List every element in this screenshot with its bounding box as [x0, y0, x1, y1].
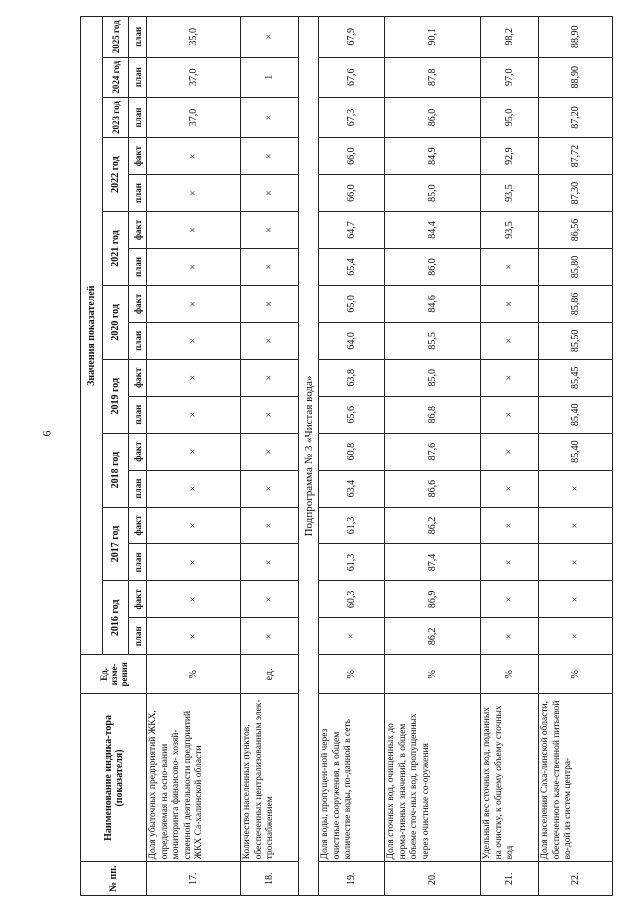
indicator-name: Доля населения Саха-линской области, обеспеченного каче-ственной питьевой во-дой из систем центра- — [539, 694, 613, 862]
value-cell: × — [481, 322, 539, 359]
table-row — [385, 17, 481, 896]
value-cell: 64,0 — [319, 322, 385, 359]
value-cell: 61,3 — [319, 544, 385, 581]
value-cell: 87,4 — [385, 544, 481, 581]
header-future-year-0: 2023 год — [103, 97, 129, 137]
table-row — [147, 17, 241, 896]
unit: % — [539, 655, 613, 694]
value-cell: × — [241, 17, 299, 58]
value-cell: 85,40 — [539, 433, 613, 470]
value-cell: × — [147, 470, 241, 507]
unit: % — [147, 655, 241, 694]
header-year-0: 2016 год — [103, 581, 129, 655]
indicator-name: Доля сточных вод, очищенных до норма-тивных значений, в общем объеме сточ-ных вод, пропущенных через очистные со-оружения — [385, 694, 481, 862]
value-cell: × — [147, 581, 241, 618]
value-cell: × — [147, 212, 241, 249]
value-cell: 84,4 — [385, 212, 481, 249]
value-cell: 87,8 — [385, 57, 481, 97]
unit: % — [319, 655, 385, 694]
value-cell: 95,0 — [481, 97, 539, 137]
value-cell: 92,9 — [481, 138, 539, 175]
value-cell: 84,9 — [385, 138, 481, 175]
value-cell: 85,86 — [539, 285, 613, 322]
value-cell: 86,6 — [385, 470, 481, 507]
header-year-6: 2022 год — [103, 138, 129, 212]
table-row — [241, 17, 299, 896]
value-cell: 84,6 — [385, 285, 481, 322]
value-cell: × — [481, 285, 539, 322]
value-cell: × — [241, 507, 299, 544]
value-cell: × — [147, 359, 241, 396]
value-cell: 85,50 — [539, 322, 613, 359]
value-cell: × — [147, 396, 241, 433]
value-cell: 64,7 — [319, 212, 385, 249]
header-plan: план — [129, 97, 147, 137]
value-cell: × — [241, 544, 299, 581]
subprogram-title: Подпрограмма № 3 «Чистая вода» — [299, 17, 319, 896]
value-cell: 88,90 — [539, 17, 613, 58]
value-cell: × — [481, 396, 539, 433]
header-plan: план — [129, 618, 147, 655]
value-cell: × — [241, 396, 299, 433]
unit: % — [385, 655, 481, 694]
header-name: Наименование индика-тора (показателя) — [81, 694, 147, 862]
value-cell: 87,30 — [539, 175, 613, 212]
value-cell: 65,6 — [319, 396, 385, 433]
header-plan: план — [129, 175, 147, 212]
value-cell: × — [481, 359, 539, 396]
value-cell: 86,8 — [385, 396, 481, 433]
indicator-name: Удельный вес сточных вод, поданных на очистку, к общему объему сточных вод — [481, 694, 539, 862]
header-fact: факт — [129, 138, 147, 175]
value-cell: × — [319, 618, 385, 655]
value-cell: 86,0 — [385, 248, 481, 285]
value-cell: × — [241, 581, 299, 618]
indicator-name: Доля воды, пропущен-ной через очистные сооружения, в общем количестве воды, по-данной в сеть — [319, 694, 385, 862]
header-year-3: 2019 год — [103, 359, 129, 433]
row-number: 21. — [481, 862, 539, 896]
value-cell: 87,6 — [385, 433, 481, 470]
value-cell: 87,20 — [539, 97, 613, 137]
value-cell: × — [241, 138, 299, 175]
header-future-year-2: 2025 год — [103, 17, 129, 58]
header-year-2: 2018 год — [103, 433, 129, 507]
header-plan: план — [129, 248, 147, 285]
value-cell: 87,72 — [539, 138, 613, 175]
value-cell: 66,0 — [319, 138, 385, 175]
value-cell: × — [241, 285, 299, 322]
value-cell: × — [147, 507, 241, 544]
value-cell: 61,3 — [319, 507, 385, 544]
value-cell: 85,0 — [385, 359, 481, 396]
value-cell: 86,0 — [385, 97, 481, 137]
value-cell: × — [147, 248, 241, 285]
value-cell: 97,0 — [481, 57, 539, 97]
value-cell: × — [481, 618, 539, 655]
value-cell: × — [481, 248, 539, 285]
value-cell: × — [147, 322, 241, 359]
value-cell: 1 — [241, 57, 299, 97]
value-cell: 37,0 — [147, 97, 241, 137]
header-year-1: 2017 год — [103, 507, 129, 581]
value-cell: 93,5 — [481, 175, 539, 212]
value-cell: × — [241, 175, 299, 212]
value-cell: 85,45 — [539, 359, 613, 396]
value-cell: × — [147, 433, 241, 470]
value-cell: × — [241, 618, 299, 655]
header-plan: план — [129, 470, 147, 507]
value-cell: × — [481, 507, 539, 544]
value-cell: 86,9 — [385, 581, 481, 618]
header-plan: план — [129, 544, 147, 581]
row-number: 18. — [241, 862, 299, 896]
table-row — [481, 17, 539, 896]
header-future-year-1: 2024 год — [103, 57, 129, 97]
value-cell: 98,2 — [481, 17, 539, 58]
value-cell: 66,0 — [319, 175, 385, 212]
value-cell: 86,2 — [385, 618, 481, 655]
value-cell: 85,5 — [385, 322, 481, 359]
value-cell: 90,1 — [385, 17, 481, 58]
value-cell: × — [481, 581, 539, 618]
value-cell: 86,56 — [539, 212, 613, 249]
row-number: 20. — [385, 862, 481, 896]
value-cell: 67,3 — [319, 97, 385, 137]
header-values: Значения показателей — [81, 17, 103, 655]
header-year-4: 2020 год — [103, 285, 129, 359]
header-fact: факт — [129, 581, 147, 618]
value-cell: 67,6 — [319, 57, 385, 97]
row-number: 17. — [147, 862, 241, 896]
value-cell: × — [539, 581, 613, 618]
indicator-name: Количество населенных пунктов, обеспеченных централизованным элек-троснабжением — [241, 694, 299, 862]
value-cell: 65,0 — [319, 285, 385, 322]
value-cell: × — [481, 470, 539, 507]
unit: ед. — [241, 655, 299, 694]
value-cell: × — [147, 138, 241, 175]
value-cell: 35,0 — [147, 17, 241, 58]
value-cell: 63,4 — [319, 470, 385, 507]
value-cell: × — [241, 97, 299, 137]
value-cell: 85,0 — [385, 175, 481, 212]
value-cell: × — [539, 507, 613, 544]
table-row — [319, 17, 385, 896]
value-cell: × — [241, 433, 299, 470]
header-fact: факт — [129, 359, 147, 396]
value-cell: 85,40 — [539, 396, 613, 433]
unit: % — [481, 655, 539, 694]
header-fact: факт — [129, 212, 147, 249]
page-number: 6 — [39, 430, 54, 437]
value-cell: × — [241, 248, 299, 285]
header-fact: факт — [129, 433, 147, 470]
indicators-table — [80, 16, 613, 896]
value-cell: 65,4 — [319, 248, 385, 285]
value-cell: × — [147, 544, 241, 581]
value-cell: × — [539, 618, 613, 655]
value-cell: × — [241, 359, 299, 396]
value-cell: × — [481, 544, 539, 581]
value-cell: 93,5 — [481, 212, 539, 249]
value-cell: × — [481, 433, 539, 470]
table-row — [539, 17, 613, 896]
row-number: 22. — [539, 862, 613, 896]
value-cell: 86,2 — [385, 507, 481, 544]
value-cell: 63,8 — [319, 359, 385, 396]
value-cell: × — [147, 285, 241, 322]
value-cell: × — [147, 618, 241, 655]
header-plan: план — [129, 17, 147, 58]
indicator-name: Доля убыточных предприятий ЖКХ, определяемая на осно-вании мониторинга финансово- хозяй-ственной деятельности предприятий ЖКХ Са-халинской области — [147, 694, 241, 862]
header-year-5: 2021 год — [103, 212, 129, 286]
value-cell: × — [241, 212, 299, 249]
value-cell: 60,3 — [319, 581, 385, 618]
value-cell: × — [241, 470, 299, 507]
value-cell: 37,0 — [147, 57, 241, 97]
value-cell: × — [539, 470, 613, 507]
value-cell: 88,90 — [539, 57, 613, 97]
value-cell: × — [539, 544, 613, 581]
value-cell: × — [241, 322, 299, 359]
header-unit: Ед. изме-рения — [81, 655, 147, 694]
row-number: 19. — [319, 862, 385, 896]
value-cell: 85,80 — [539, 248, 613, 285]
header-plan: план — [129, 396, 147, 433]
header-fact: факт — [129, 285, 147, 322]
header-plan: план — [129, 322, 147, 359]
value-cell: × — [147, 175, 241, 212]
value-cell: 67,9 — [319, 17, 385, 58]
value-cell: 60,8 — [319, 433, 385, 470]
header-plan: план — [129, 57, 147, 97]
header-fact: факт — [129, 507, 147, 544]
indicators-table-rotated — [80, 16, 610, 896]
header-no: № пп. — [81, 862, 147, 896]
